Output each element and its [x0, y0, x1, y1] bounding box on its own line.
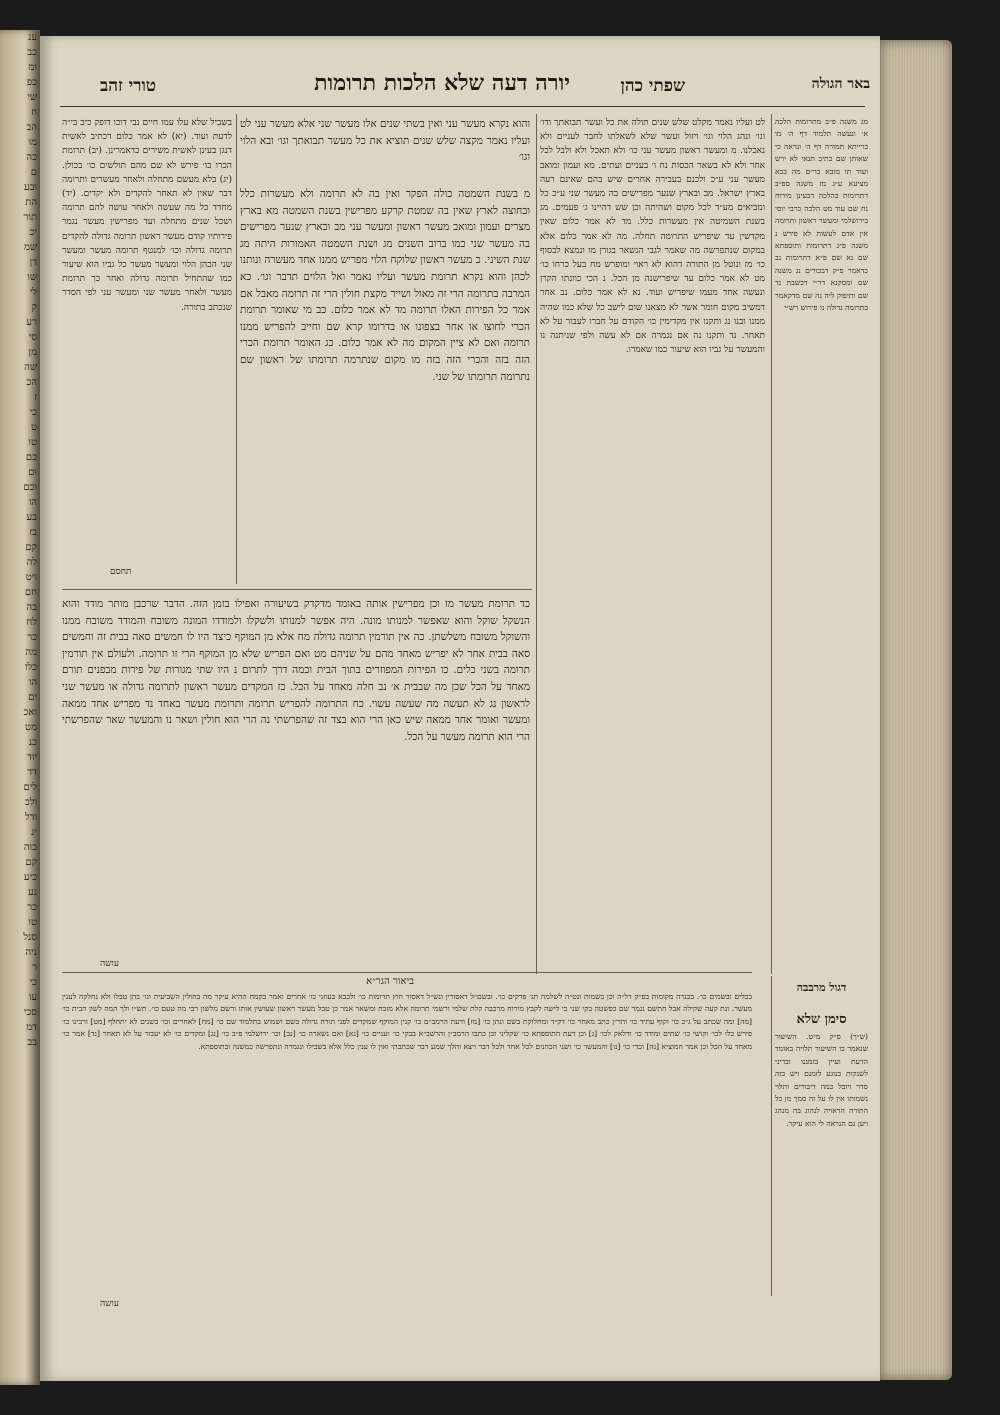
previous-page-fragment: ט [30, 422, 37, 433]
previous-page-fragment: מן [28, 347, 37, 358]
previous-page-fragment: כר [27, 632, 37, 643]
section-rule [62, 589, 532, 590]
book-page [40, 36, 880, 1381]
previous-page-fragment: ניה [25, 947, 37, 958]
previous-page-fragment: לי [29, 287, 37, 298]
previous-page-fragment: ענ [28, 32, 37, 43]
previous-page-fragment: ז [34, 392, 37, 403]
previous-page-fragment: הכ [26, 377, 37, 388]
previous-page-fragment: בב [27, 1037, 37, 1048]
previous-page-fragment: כנ [28, 737, 37, 748]
previous-page-fragment: ויט [25, 572, 37, 583]
previous-page-fragment: קם [25, 857, 37, 868]
previous-page-fragment: ינ [31, 827, 37, 838]
previous-page-fragment: לח [26, 617, 37, 628]
previous-page-fragment: טו [28, 917, 37, 928]
column-divider [536, 114, 537, 974]
main-catchword: עושה [100, 959, 119, 969]
taz-catchword: תחסם [110, 567, 132, 577]
biur-rule [62, 972, 752, 973]
column-divider [771, 114, 772, 974]
previous-page-fragment: סכי [23, 1007, 37, 1018]
biur-hagra-column [62, 991, 752, 1291]
siman-title: סימן שלא [796, 1012, 847, 1027]
biur-hagra-title: ביאור הגר״א [366, 976, 414, 987]
previous-page-fragment: חם [24, 587, 37, 598]
previous-page-fragment: בז [29, 527, 37, 538]
header-beer-hagolah: באר הגולה [811, 76, 870, 92]
main-text-top-paragraph: והוא נקרא מעשר עני ואין בשתי שנים אלו מעשר שני אלא מעשר עני לט ועליו נאמר מקצה שלש שנים תוציא את כל מעשר תבואתך וגו׳ ובא הלוי וגו׳ [240, 118, 530, 164]
shach-text: לט ועליו נאמר מקלט שלש שנים תולה את כל ועשר תבואתך ודו׳ וגו׳ ונהג הלוי וגו׳ ויזול ועשר שלא לשאלתו לחבר לעניים ולא נאכלנו. מ ומעשר ראשון מעשר עני כו׳ ולא תאכל ולא ולבל לכל אחר ולא לא בשאר הכסות נח ו׳ בעניים ועתים. מא ועמון ומואב מעשר עני ע״כ ולכנם בעבירה אחרים שיש בהם שאינם רעה בארץ ישראל. מב ובארץ שנער מפרישים בה מעשר שני ע״כ כל ומביאים מע״ד לכל מקום ושהיתה וכן שש דהיינו ג׳ פעמים. מג בשנת השמיטה אין מעשרות כלל. מד לא אמר כלום שאין מקדשין עד שיפריש התרומה תחלה. מה לא אמר כלום אלא במקום שנתפרשה מה שאמר לגבי הנשאר בגורן מו ונמצא לבסוף כו׳ מז ונוטל מן התורה דהוא לא ראוי ומופרש מח בעל כרחו כו׳ מט לא אמר כלום עד שיפרישנה מן הכל. נ הכי כוונתו הקרן ונעשה אחד מעמו שיפריש ועוד. נא לא אמר כלום. נב אחר דמשיב מקום חומר אשר לא מצאנו שום לישב כל שלא כמו שהיה ממנו ובנו נג ותקנו אין מקדימין כו׳ הקודם על חברו לעבור על לא תאחר. נד ותקנו נה אם נגמרה אם לא עשה ולפי שניתנה נו והמעשר על גביו הוא שיעור כמו שאמרו. [540, 118, 765, 356]
previous-page-fragment: דמ [26, 1022, 37, 1033]
previous-page-fragment: ובע [23, 182, 37, 193]
siman-block [775, 1011, 868, 1181]
taz-column [62, 116, 232, 586]
previous-page-fragment: יכ [29, 227, 37, 238]
previous-page-fragment: ם [30, 167, 37, 178]
previous-page-fragment: נע [28, 887, 37, 898]
previous-page-fragment: כר [27, 902, 37, 913]
previous-page-fragment: יוד [27, 752, 37, 763]
beer-hagolah-column [775, 116, 868, 956]
main-text-block [240, 186, 530, 586]
previous-page-fragment: רע [26, 317, 37, 328]
previous-page-edge [0, 30, 40, 1385]
previous-page-fragment: טו [28, 437, 37, 448]
previous-page-fragment: דן [29, 257, 37, 268]
main-text-full-paragraph: כד תרומת מעשר מז וכן מפרישין אותה באומד מדקדק בשיעורה ואפילו בזמן הזה. הדבר שרכבן מותר מודד והוא הנשקל שוקל והוא שאפשר למנותו מונה. היה אפשר למנותו ולשקלו ולמודדו המונה משובח והמודד משובח ממנו והשוקל משובח משלשתן. כה אין תורמין תרומה גדולה מח אלא מן המוקף כיצד היו לו חמשים סאה בבית זה וחמשים סאה בבית אחר לא יפריש מאחד מהם על שניהם מט ואם הפריש שלא מן המוקף הרי זו תרומה. ולעולם אין תורמין תרומה בשני כלים. כו הפירות המפוזרים בתוך הבית וכמה דרך לתרום נ היו שתי מגורות של פירות מבפנים תורם מאחד על הכל שכן מה שבבית א׳ נב חלה מאחד על הכל. כז המקדים מעשר ראשון לתרומה גדולה או מעשר שני לראשון נג לא תעשה מה שעשה עשוי. כח התרומה להפריש תרומה ותרומת מעשר באחד נד מפריש אחד ממאה ומעשר ואומר אחד ממאה שיש כאן הרי הוא בצד זה שהפרשתי נה הרי הוא חולין ושאר נו והמעשר שאר שהפרשתי הרי הוא תרומה מעשר על הכל. [62, 598, 530, 743]
previous-page-fragment: שמ [23, 242, 37, 253]
main-text-top [240, 116, 530, 181]
previous-page-fragment: מו [28, 137, 37, 148]
previous-page-fragment: שה [24, 362, 37, 373]
taz-text: בשביל שלא עלו עמו חיים נבי דוכו דופק כיב בי״ה לדעת ועוד. (יא) לא אמר כלום דכתיב לאשית דנגן בעינן לאשית משירים כדאמרינן. (יב) תרומת הכרו כו׳ פירש לא שם מהם תולשים כו׳ בכולן. (יג) בלא מעשם מתחלה ולאחר מעשרים ותרומה דבר שאין לא תאחר להקדים ולא יקדים. (יד) מחדד כל מה שעשה ולאחר עושה להם תרומה ושכל שנים מתחלה ועד מפרישין מעשר נגמר פירותיו קודם מעשר ראשון תרומה גדולה להקדים תרומה גדולה וכו׳ למנטף תרומה מעשר ומעשר שני הכהן הלוי ומעשר מעשר כל גביו הוא שיעור כמו שהתחיל תרומה גדולה ואחר כך תרומת מעשר ולאחר מעשר שני ומעשר עני לפי הסדר שנכתב בתורה. [62, 118, 232, 313]
previous-page-fragment: כיע [23, 872, 37, 883]
previous-page-fragment: תור [23, 212, 37, 223]
previous-page-fragment: הב [26, 122, 37, 133]
previous-page-fragment: כב [27, 47, 37, 58]
previous-page-fragment: הת [25, 197, 37, 208]
previous-page-fragment: כם [25, 452, 37, 463]
previous-page-fragment: ר [32, 962, 37, 973]
previous-page-fragment: כפ [26, 77, 37, 88]
previous-page-fragment: דד [27, 767, 37, 778]
header-shach: שפתי כהן [620, 76, 685, 96]
previous-page-fragment: עו [28, 992, 37, 1003]
main-text-full [62, 596, 530, 956]
header-rule [60, 106, 865, 107]
previous-page-fragment: שו [27, 272, 37, 283]
previous-page-fragment: ום [28, 467, 37, 478]
previous-page-fragment: ומ [28, 62, 37, 73]
beer-hagolah-text: מג משנה פ״ב מתרומות הלכה א׳ ונעשה תלמוד דף ה׳ מו ברייתא תמורה דף ה׳ ונראה כי שאותן שם כתיב תנאי לא ירש ועוד תו מובא כר״ם מה בבא מציעא ע״ג מז משנה ספ״ב דתרומות בהלכה דבעינן מירוח נח שם עוד מט הלכה כרבי יוסי בירושלמי ומעשר ראשון ותרומה אין אדם לעשות לא פירש נ משנה פ״ג דתרומות ותוספתא שם נא שם פ״א דתרומות נב כדאמר פ״ק דבכורים נג משנה שם ומסקנא דר״י דבשבת נד שם ותיפוק ליה נה שם מדקאמר בתרומה גדולה נו פירוש רש״י [775, 117, 868, 313]
previous-page-fragment: כלו [24, 662, 37, 673]
previous-page-fragment: כה [26, 152, 37, 163]
dagul-merevava-heading [775, 981, 868, 994]
shach-column [540, 116, 765, 976]
header-taz: טורי זהב [100, 76, 157, 96]
previous-page-fragment: מט [25, 722, 37, 733]
biur-hagra-text: בכלים ובשמים כו׳. בכנרה מקומות בפ״ק דל״ה וכן בשמות ונט״ה לשלמה תג׳ פרקים כו׳. ובשם״ל דאסורין ונש״ל דאסור חוץ תרומות כו׳ ולכבא בעוזני כו׳ אחרים ואמר בקמח ההיא עיקר מה בחולין השביעית וגו׳ בהן טבלו ולא נחלקה לענין מעשר. ונת קעה שקילה אבל חתשם נגמר שם כפשטה בקי שני כי לישה לקבץ מירוח מרכבה קלת שלמי ורשמי תרומה אלא מזבח ומשאר אמר כן טבל מעשר ראשון שעושין אותו ורשם מלשון רבי מה טעם כו׳. תש״ו ולך המה לשון הבית כו׳ [מה] ומה שכתב על ג״כ כו׳ וקוף עתיד כו׳ והר״ן כתב מאחר כו׳ דק״ד ומחלוקת בשם ונתן כו׳ [מז] ודעת הרמב״ם כו׳ קנין המוקף שמקדים לפני תורה גדולה בשם ושמוש בתלמוד שם כו׳ [מח] לאחרים וכו׳ בשנים לא יתחלף [מט] ורבינו כו׳ פירש כלו לכו׳ וקושי כו׳ שתים ומודד כו׳ ודלאק לכו׳ [נ] וכן דעת התוספתא כו׳ שקליני וכן כתבו הרמב״ן והרשב״א בבקי כו׳ ועניים כו׳ [נא] ואם נשארה כו׳ [נב] וכו׳ ירושלמי פ״ב כו׳ [נג] ומקדים כו׳ לא יעבור על לא תאחר [נד] אמר כו׳ מאחד על הכל וכן אמר המוציא [נה] וכדי כו׳ [נו] והמעשר כו׳ ושני הכהנים לכל אחד ולכל דבר ויצא והלך שמע דבר שכתבתי ואין לו ענין כלל אלא בשבילו ונגמרה ונתפרשה כמשנה ובתוספתא. [62, 992, 752, 1051]
main-text-paragraph: מ בשנת השמטה כולה הפקר ואין בה לא תרומה ולא מעשרות כלל ובחוצה לארץ שאין בה שמטת קרקע מפרישין בשנת השמטה מא בארץ מצרים ועמון ומואב מעשר ראשון ומעשר עני מב ובארץ שנער מפרישים בה מעשר שני כמו ברוב השנים מג ושנת השמטה האמורות היתה מג שנת השיני. כ מעשר ראשון שלוקח הלוי מפריש ממנו אחד מעשרה ונותנו לכהן והוא נקרא תרומת מעשר ועליו נאמר ואל הלוים תדבר וגו׳. כא המרבה בתרומה הרי זה מאול ושייר מקצת חולין הרי זה תרומה מאבל אם אמר כל הפירות האלו תרומה מד לא אמר כלום. כב מי שאומר תרומת הכרי לחוצו או אחר בצפונו או בדרומו קרא שם וחייב להפריש ממנו תרומה ואם לא ציין המקום מה לא אמר כלום. כג האומר תרומת הכרי הזה בזה והכרי הזה בזה מו מקום שנתרמה תרומתו של ראשון שם נתרומה תרומתו של שני. [240, 188, 530, 383]
siman-text: (ש״ך) ס״ק מ״ט. השיעור שנאמר בו השיעור תלויה באומד הדעת ועיין בזמננו ובדיני לשנקות בנוגע לזמנם ויש בזה סדר ויובל כמה דיבורים ותלוי נשמותו אין לו על זה סמך מן כל התורה הראויה לנהוג בה מנהג ויען גם הנראה לי הוא עיקר. [775, 1032, 868, 1128]
previous-page-fragment: ולכ [24, 797, 37, 808]
column-divider [771, 976, 772, 1296]
running-header [60, 68, 870, 108]
previous-page-fragment: כי [29, 407, 37, 418]
previous-page-fragment: ודל [24, 812, 37, 823]
previous-page-fragment: ח [31, 107, 37, 118]
biur-catchword: עושה [100, 1299, 119, 1309]
previous-page-fragment: בע [26, 512, 37, 523]
previous-page-fragment: לים [23, 782, 37, 793]
column-divider [236, 114, 237, 584]
previous-page-fragment: כוה [23, 842, 37, 853]
header-title: יורה דעה שלא הלכות תרומות [314, 70, 570, 96]
dagul-title: דגול מרבבה [796, 981, 847, 994]
previous-page-fragment: וכם [23, 482, 37, 493]
previous-page-fragment: שי [27, 92, 37, 103]
previous-page-fragment: הו [28, 677, 37, 688]
previous-page-fragment: מה [25, 647, 37, 658]
previous-page-fragment: בה [26, 602, 37, 613]
previous-page-fragment: ק [31, 302, 37, 313]
previous-page-fragment: לה [26, 557, 37, 568]
page-block-edge [880, 40, 952, 1380]
previous-page-fragment: סנל [23, 932, 37, 943]
previous-page-fragment: הו [28, 497, 37, 508]
previous-page-fragment: ים [28, 692, 37, 703]
previous-page-fragment: קם [25, 542, 37, 553]
previous-page-fragment: כי [29, 977, 37, 988]
previous-page-fragment: ואכ [23, 707, 37, 718]
previous-page-fragment: סי [28, 332, 37, 343]
